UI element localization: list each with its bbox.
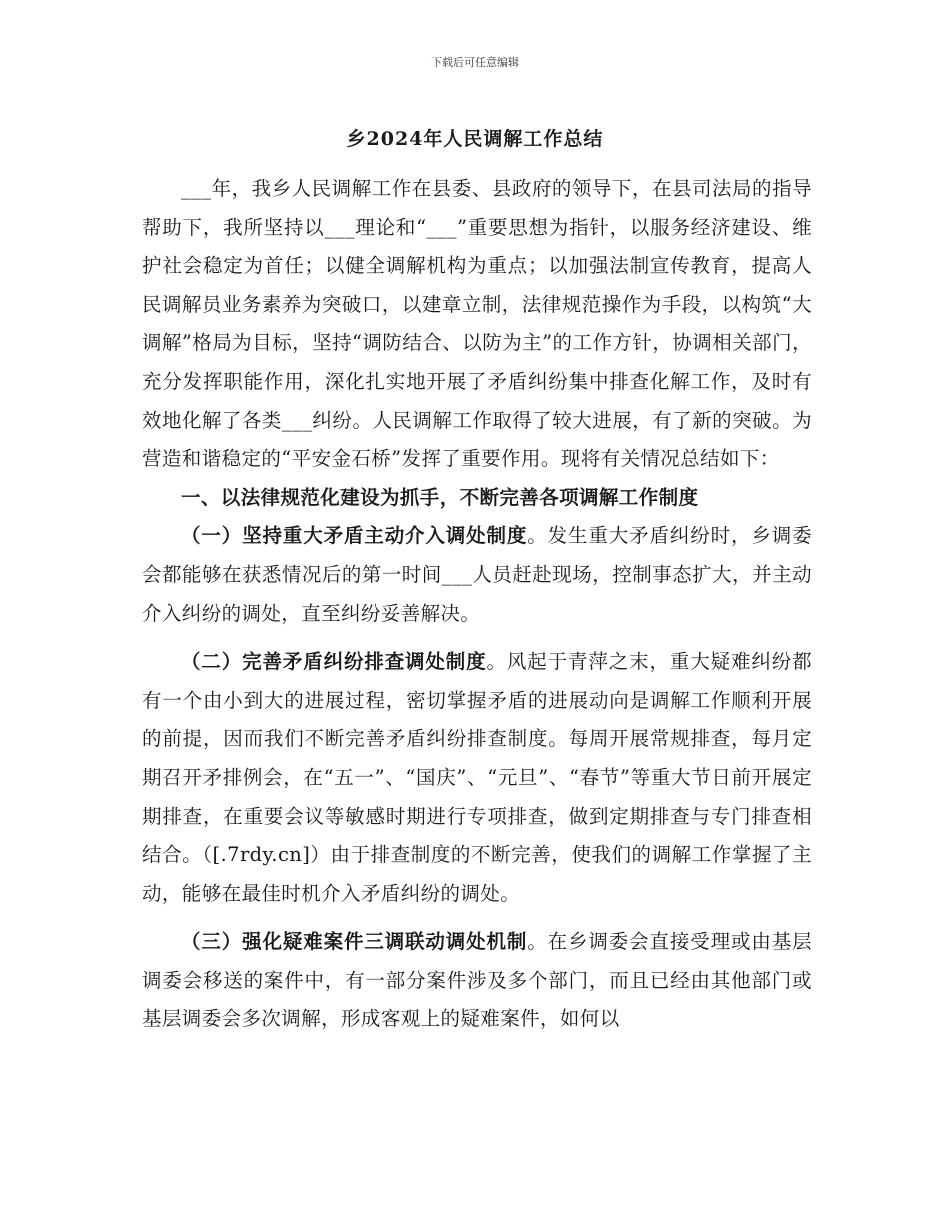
section-text-2: 。风起于青萍之末，重大疑难纠纷都有一个由小到大的进展过程，密切掌握矛盾的进展动向是调解工作顺利开展的前提，因而我们不断完善矛盾纠纷排查制度。每周开展常规排查，每月定期召开矛排例会，在“五一”、“国庆”、“元旦”、“春节”等重大节日前开展定期排查，在重要会议等敏感时期进行专项排查，做到定期排查与专门排查相结合。（[.7rdy.cn]）由于排查制度的不断完善，使我们的调解工作掌握了主动，能够在最佳时机介入矛盾纠纷的调处。	[142, 650, 812, 905]
section-paragraph-1	[142, 517, 812, 633]
section-heading-1: 一、以法律规范化建设为抓手，不断完善各项调解工作制度	[181, 485, 699, 509]
section-paragraph-3	[142, 923, 812, 1039]
section-lead-1: （一）坚持重大矛盾主动介入调处制度	[181, 524, 528, 548]
section-text-3: 。在乡调委会直接受理或由基层调委会移送的案件中，有一部分案件涉及多个部门，而且已经由其他部门或基层调委会多次调解，形成客观上的疑难案件，如何以	[142, 930, 812, 1031]
section-lead-3: （三）强化疑难案件三调联动调处机制	[181, 930, 528, 954]
section-paragraph-2	[142, 643, 812, 913]
document-body	[142, 170, 812, 1039]
document-title: 乡2024年人民调解工作总结	[346, 128, 604, 150]
section-text-1: 。发生重大矛盾纠纷时，乡调委会都能够在获悉情况后的第一时间___人员赶赴现场，控制事态扩大，并主动介入纠纷的调处，直至纠纷妥善解决。	[142, 524, 812, 625]
intro-paragraph: ___年，我乡人民调解工作在县委、县政府的领导下，在县司法局的指导帮助下，我所坚持以___理论和“___”重要思想为指针，以服务经济建设、维护社会稳定为首任；以健全调解机构为重点；以加强法制宣传教育，提高人民调解员业务素养为突破口，以建章立制，法律规范操作为手段，以构筑“大调解”格局为目标，坚持“调防结合、以防为主”的工作方针，协调相关部门，充分发挥职能作用，深化扎实地开展了矛盾纠纷集中排查化解工作，及时有效地化解了各类___纠纷。人民调解工作取得了较大进展，有了新的突破。为营造和谐稳定的“平安金石桥”发挥了重要作用。现将有关情况总结如下：	[142, 177, 812, 471]
section-lead-2: （二）完善矛盾纠纷排查调处制度	[181, 650, 487, 674]
header-note: 下载后可任意编辑	[431, 56, 519, 69]
